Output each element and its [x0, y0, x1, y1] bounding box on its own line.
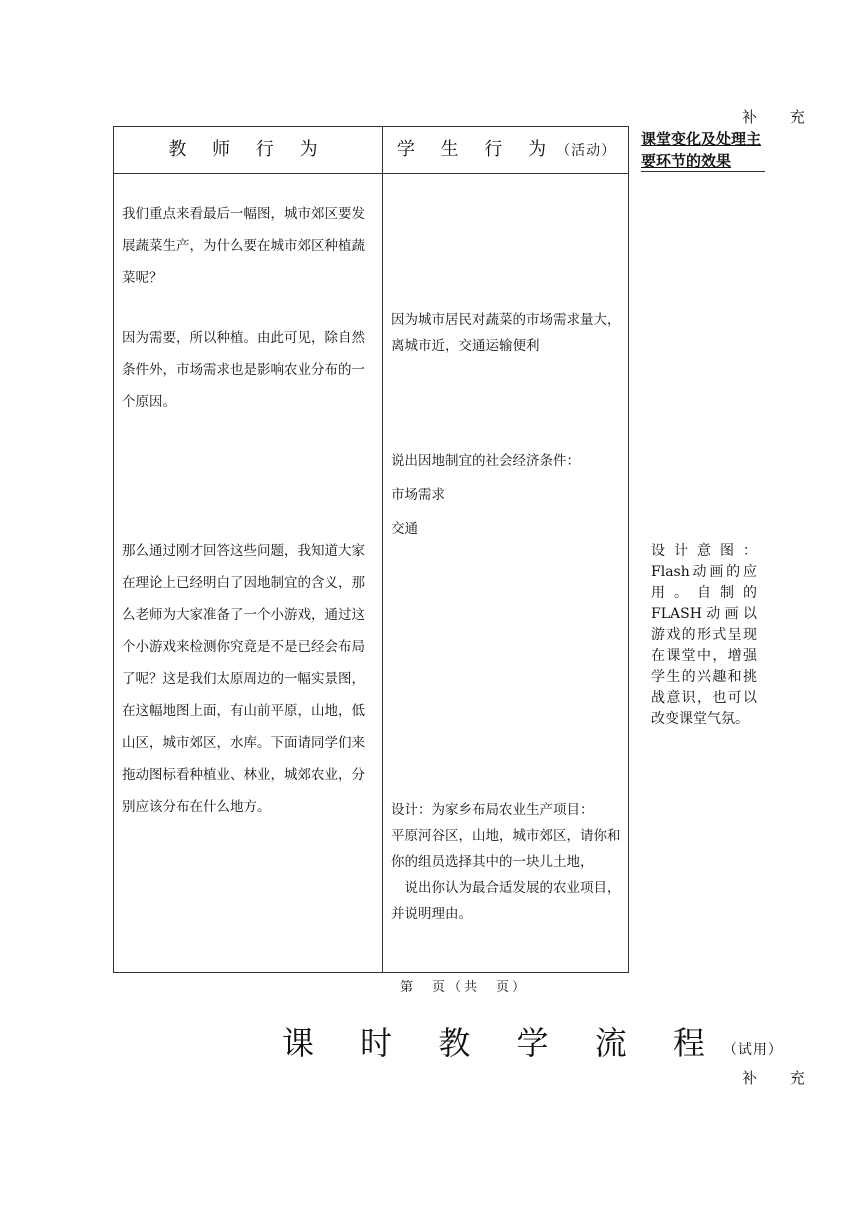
column-divider: [382, 127, 383, 972]
design-intent-note: 设计意图：Flash动画的应用。自制的FLASH动画以游戏的形式呈现在课堂中，增强学生的兴趣和挑战意识，也可以改变课堂气氛。: [651, 543, 757, 727]
classroom-effect-header: 课堂变化及处理主要环节的效果: [641, 128, 765, 172]
header-divider: [114, 173, 628, 174]
lesson-table: [113, 126, 629, 973]
student-paragraph-3: 市场需求: [391, 487, 445, 503]
teacher-paragraph-3: 那么通过刚才回答这些问题，我知道大家在理论上已经明白了因地制宜的含义，那么老师为大家准备了一个小游戏，通过这个小游戏来检测你究竟是不是已经会布局了呢？这是我们太原周边的一幅实景图，在这幅地图上面，有山前平原，山地，低山区，城市郊区，水库。下面请同学们来拖动图标看种植业、林业，城郊农业，分别应该分布在什么地方。: [122, 543, 365, 815]
next-page-title: 课 时 教 学 流 程（试用）: [282, 1024, 783, 1062]
supplement-label-top: 补 充: [742, 108, 819, 126]
student-behavior-header: 学 生 行 为（活动）: [396, 139, 617, 160]
supplement-label-bottom: 补 充: [742, 1069, 819, 1087]
student-paragraph-5: 设计：为家乡布局农业生产项目： 平原河谷区，山地，城市郊区，请你和你的组员选择其中的一块儿土地， 说出你认为最合适发展的农业项目，并说明理由。: [391, 802, 621, 922]
student-paragraph-2: 说出因地制宜的社会经济条件：: [391, 453, 580, 469]
page-number: 第 页（共 页）: [400, 980, 529, 995]
student-paragraph-4: 交通: [391, 521, 418, 537]
teacher-behavior-header: 教 师 行 为: [168, 139, 328, 160]
student-paragraph-1: 因为城市居民对蔬菜的市场需求量大，离城市近，交通运输便利: [391, 312, 621, 354]
teacher-paragraph-1: 我们重点来看最后一幅图，城市郊区要发展蔬菜生产，为什么要在城市郊区种植蔬菜呢？: [122, 206, 365, 286]
teacher-paragraph-2: 因为需要，所以种植。由此可见，除自然条件外，市场需求也是影响农业分布的一个原因。: [122, 330, 365, 410]
